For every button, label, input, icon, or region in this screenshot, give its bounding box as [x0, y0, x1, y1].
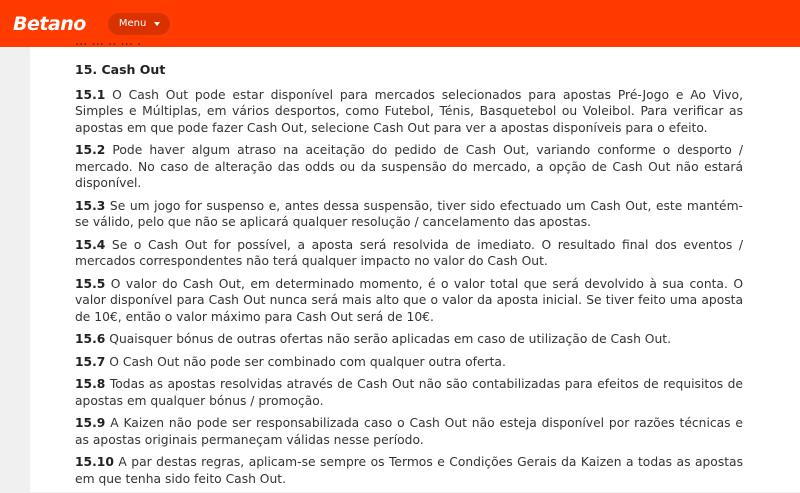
- paragraph-text: Se um jogo for suspenso e, antes dessa suspensão, tiver sido efectuado um Cash Out, este mantém-se válido, pelo que não se aplicará qualquer resolução / cancelamento das apostas.: [75, 198, 743, 229]
- terms-content: [75, 62, 743, 493]
- menu-button[interactable]: [108, 13, 170, 35]
- paragraph-number: 15.2: [75, 143, 106, 157]
- paragraph-text: A Kaizen não pode ser responsabilizada caso o Cash Out não esteja disponível por razões técnicas e as apostas originais permaneçam válidas nesse período.: [75, 416, 743, 447]
- paragraph-text: A par destas regras, aplicam-se sempre os Termos e Condições Gerais da Kaizen a todas as apostas em que tenha sido feito Cash Out.: [75, 455, 743, 486]
- paragraph-15-8: [75, 376, 743, 409]
- paragraph-number: 15.10: [75, 455, 114, 469]
- paragraph-15-10: [75, 454, 743, 487]
- section-title: 15. Cash Out: [75, 62, 166, 77]
- paragraph-text: Quaisquer bónus de outras ofertas não serão aplicadas em caso de utilização de Cash Out.: [109, 332, 671, 346]
- paragraph-15-3: [75, 198, 743, 231]
- paragraph-number: 15.8: [75, 377, 106, 391]
- paragraph-15-6: [75, 331, 743, 348]
- paragraph-text: Se o Cash Out for possível, a aposta será resolvida de imediato. O resultado final dos eventos / mercados correspondentes não terá qualquer impacto no valor do Cash Out.: [75, 237, 743, 268]
- chevron-down-icon: [154, 22, 160, 26]
- paragraph-15-1: [75, 87, 743, 137]
- content-panel: [30, 38, 800, 492]
- paragraph-number: 15.9: [75, 416, 106, 430]
- paragraph-number: 15.7: [75, 354, 106, 369]
- paragraph-15-4: [75, 237, 743, 270]
- paragraph-text: Todas as apostas resolvidas através de Cash Out não são contabilizadas para efeitos de requisitos de apostas em qualquer bónus / promoção.: [75, 377, 743, 408]
- paragraph-number: 15.3: [75, 198, 106, 213]
- paragraph-15-2: [75, 142, 743, 192]
- paragraph-text: O Cash Out não pode ser combinado com qualquer outra oferta.: [109, 354, 506, 369]
- paragraph-number: 15.4: [75, 237, 106, 252]
- cut-off-text: ··· ··· ·· ··· ·: [75, 38, 142, 53]
- paragraph-text: O valor do Cash Out, em determinado momento, é o valor total que será devolvido à sua conta. O valor disponível para Cash Out nunca será mais alto que o valor da aposta inicial. Se tiver feito uma aposta de 10€, então o valor máximo para Cash Out será de 10€.: [75, 276, 743, 324]
- paragraph-15-7: [75, 354, 743, 371]
- paragraph-number: 15.6: [75, 332, 106, 346]
- paragraph-number: 15.5: [75, 276, 106, 291]
- paragraph-text: O Cash Out pode estar disponível para mercados selecionados para apostas Pré-Jogo e Ao Vivo, Simples e Múltiplas, em vários desportos, como Futebol, Ténis, Basquetebol ou Voleibol. Para verificar as apostas em que pode fazer Cash Out, selecione Cash Out para ver a apostas disponíveis para o efeito.: [75, 87, 743, 135]
- paragraph-text: Pode haver algum atraso na aceitação do pedido de Cash Out, variando conforme o desporto / mercado. No caso de alteração das odds ou da suspensão do mercado, a opção de Cash Out não estará disponível.: [75, 143, 743, 190]
- paragraph-number: 15.1: [75, 87, 106, 102]
- betano-logo[interactable]: Betano: [13, 12, 86, 35]
- paragraph-15-5: [75, 276, 743, 326]
- paragraph-15-9: [75, 415, 743, 448]
- menu-button-label: Menu: [118, 18, 147, 29]
